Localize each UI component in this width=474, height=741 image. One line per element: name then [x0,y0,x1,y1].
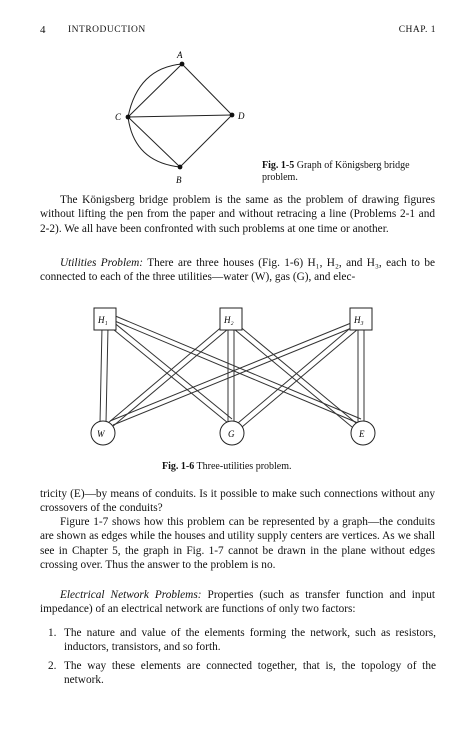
list-item-number: 1. [48,627,57,639]
vertex-a [180,62,185,67]
vertex-label-a: A [177,50,183,60]
vertex-label-c: C [115,112,122,122]
conduit-h2-g [228,327,234,423]
paragraph-figure-1-7: Figure 1-7 shows how this problem can be represented by a graph—the conduits are shown as edges while the houses and utility supply centers are vertices. As we shall see in Chapter 5, the graph in Fig. 1-7 cannot be drawn in the plane without edges crossing over. Thus the answer to the problem is no. [40,516,435,572]
edge-b-d [180,115,232,167]
utility-label-e: E [359,429,365,439]
conduit-h1-e [110,315,361,423]
list-item [48,626,436,655]
conduit-h3-e [358,327,364,423]
electrical-network-lead: Electrical Network Problems: [60,589,202,601]
electrical-network-text: Properties (such as transfer function and input impedance) of an electrical network are functions of only two factors: [40,589,436,616]
figure-1-5-graph [110,50,260,190]
running-header [40,24,436,40]
vertex-b [178,165,183,170]
list-item-number: 2. [48,659,57,672]
page-number: 4 [40,24,46,36]
chapter-label: CHAP. 1 [398,25,436,35]
utilities-problem-text: There are three houses (Fig. 1-6) H₁, H₂, and H₃, each to be connected to each of the three utilities—water (W), gas (G), and elec- [40,257,435,284]
figure-1-5-caption [262,160,442,184]
conduit-h2-e [234,325,356,427]
utility-label-w: W [97,429,105,439]
conduit-h1-w [100,327,108,423]
vertex-d [230,113,235,118]
figure-1-5-label: Fig. 1-5 [262,160,295,171]
vertex-label-b: B [176,175,182,185]
house-label-h2: H₂ [224,315,234,325]
figure-1-6-caption-text: Three-utilities problem. [196,461,292,472]
utility-label-g: G [228,429,235,439]
paragraph-crossovers: tricity (E)—by means of conduits. Is it possible to make such connections without any crossovers of the conduits? [40,488,435,515]
utilities-problem-lead: Utilities Problem: [60,257,144,269]
figure-1-5-caption-text: Graph of Königsberg bridge problem. [262,160,410,183]
house-label-h3: H₃ [354,315,364,325]
paragraph-electrical-network [40,588,435,617]
vertex-label-d: D [238,111,245,121]
figure-1-6-label: Fig. 1-6 [162,461,195,472]
edge-c-d [128,115,232,117]
list-item-text: The way these elements are connected together, that is, the topology of the network. [64,659,436,687]
figure-1-6-caption [162,461,362,473]
paragraph-utilities-intro [40,256,435,285]
section-title: INTRODUCTION [68,25,146,35]
paragraph-konigsberg: The Königsberg bridge problem is the same as the problem of drawing figures without lifting the pen from the paper and without retracing a line (Problems 2-1 and 2-2). We all have been confronted with such problems at one time or another. [40,194,435,235]
vertex-c [126,115,131,120]
edge-a-d [182,64,232,115]
list-item [48,659,436,688]
figure-1-6-diagram [88,305,388,455]
factor-list [48,626,436,692]
list-item-text: The nature and value of the elements forming the network, such as resistors, inductors, transistors, and so forth. [64,627,436,654]
house-label-h1: H₁ [98,315,108,325]
